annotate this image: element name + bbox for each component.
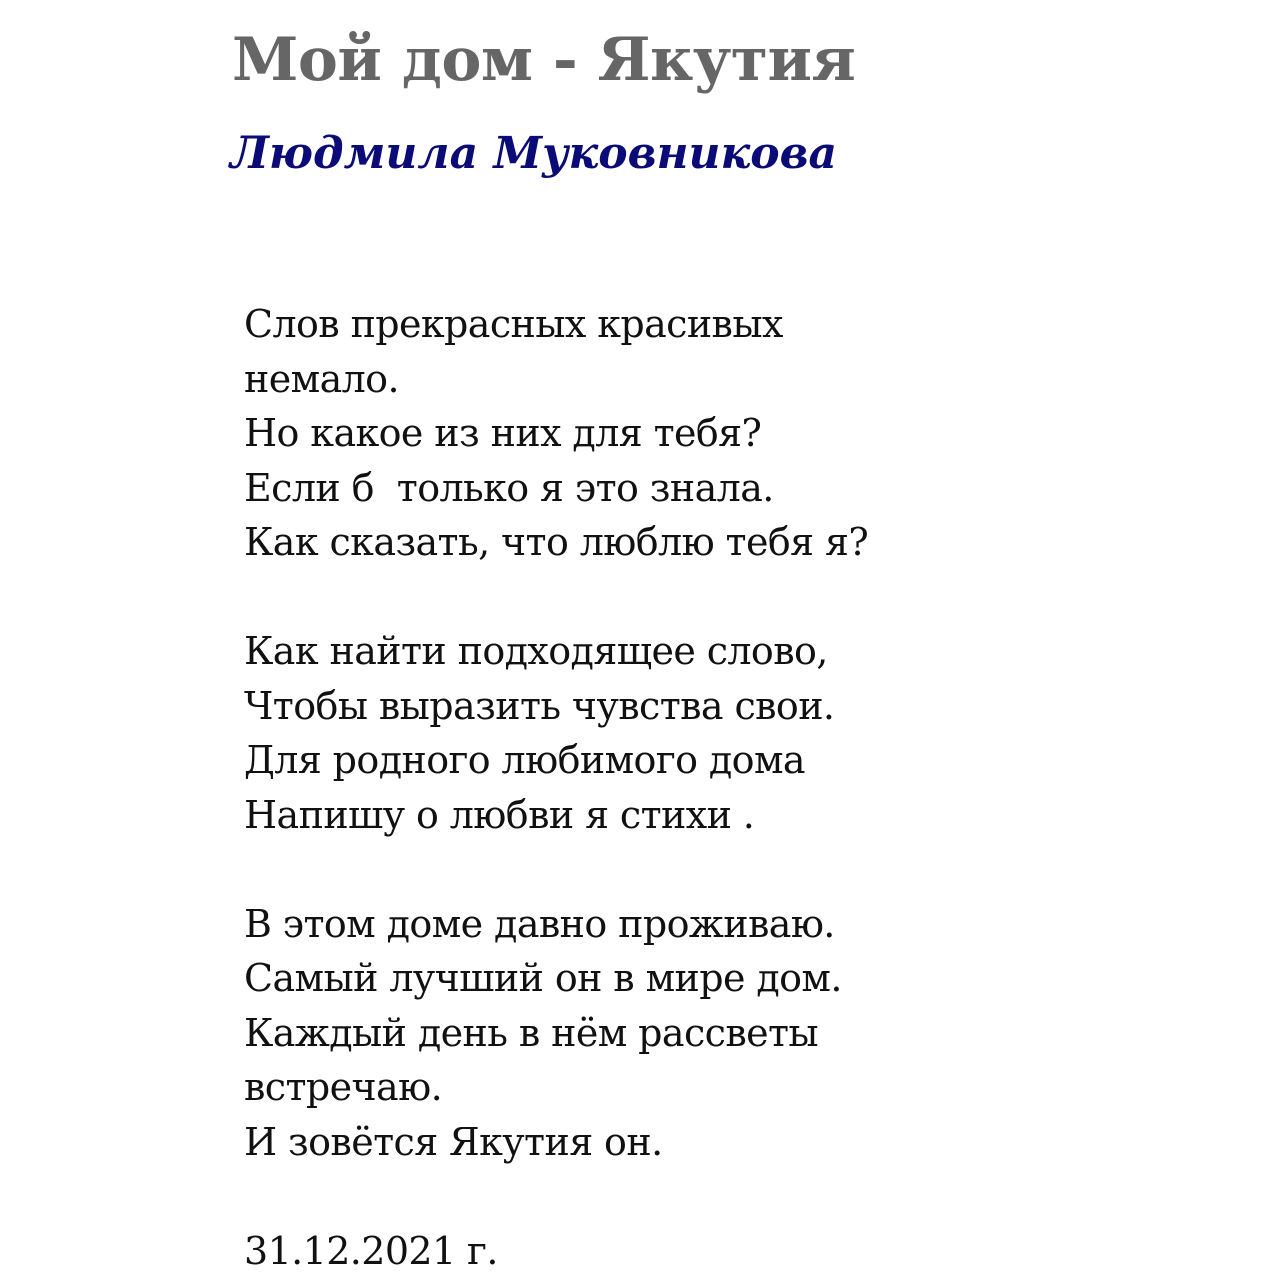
poem-author: Людмила Муковникова: [230, 128, 838, 179]
poem-body: [244, 297, 1244, 1278]
poem-line: встречаю.: [244, 1065, 443, 1109]
stanza-3: [244, 897, 1244, 1170]
stanza-2: [244, 624, 1244, 842]
poem-line: И зовётся Якутия он.: [244, 1119, 663, 1164]
stanza-1: [244, 297, 1244, 570]
poem-line: Самый лучший он в мире дом.: [244, 956, 842, 1000]
poem-line: Слов прекрасных красивых: [244, 302, 783, 346]
poem-line: В этом доме давно проживаю.: [244, 901, 835, 946]
poem-line: Для родного любимого дома: [244, 738, 805, 782]
poem-line: Если б только я это знала.: [244, 465, 774, 510]
poem-line: Напишу о любви я стихи .: [244, 792, 755, 837]
poem-date: 31.12.2021 г.: [244, 1228, 498, 1273]
poem-title: Мой дом - Якутия: [232, 25, 856, 95]
poem-line: немало.: [244, 356, 399, 401]
poem-line: Каждый день в нём рассветы: [244, 1010, 819, 1055]
poem-line: Как найти подходящее слово,: [244, 629, 828, 673]
poem-line: Как сказать, что люблю тебя я?: [244, 520, 869, 564]
poem-line: Но какое из них для тебя?: [244, 411, 762, 455]
poem-line: Чтобы выразить чувства свои.: [244, 683, 835, 728]
